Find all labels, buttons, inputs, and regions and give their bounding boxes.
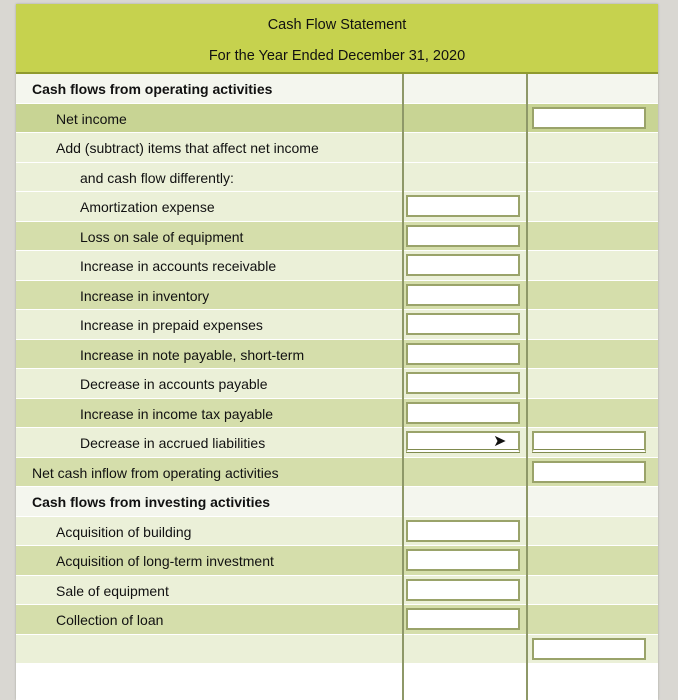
accounts-receivable-input[interactable] xyxy=(406,254,520,276)
collection-loan-input[interactable] xyxy=(406,608,520,630)
row-loss-on-sale xyxy=(16,222,658,252)
row-label: Cash flows from operating activities xyxy=(32,81,273,97)
net-income-total-input[interactable] xyxy=(532,107,646,129)
row-accounts-payable xyxy=(16,369,658,399)
section-header-investing xyxy=(16,487,658,517)
row-net-operating xyxy=(16,458,658,488)
row-label: Cash flows from investing activities xyxy=(32,494,271,510)
statement-title: Cash Flow Statement xyxy=(267,17,407,33)
adjustments-total-input[interactable] xyxy=(532,431,646,453)
row-amortization xyxy=(16,192,658,222)
statement-header xyxy=(16,4,658,74)
row-label: Loss on sale of equipment xyxy=(80,228,244,245)
prepaid-expenses-input[interactable] xyxy=(406,313,520,335)
row-label: Increase in prepaid expenses xyxy=(80,317,263,333)
row-adjustments-intro-cont xyxy=(16,163,658,193)
row-label: and cash flow differently: xyxy=(80,169,234,186)
row-accrued-liabilities xyxy=(16,428,658,458)
row-label: Increase in accounts receivable xyxy=(80,258,277,274)
row-net-income xyxy=(16,104,658,134)
column-divider-2 xyxy=(526,74,528,700)
note-payable-input[interactable] xyxy=(406,343,520,365)
net-operating-cash-input[interactable] xyxy=(532,461,646,483)
row-label: Collection of loan xyxy=(56,612,164,628)
row-label: Increase in note payable, short-term xyxy=(80,346,305,363)
row-prepaid xyxy=(16,310,658,340)
row-adjustments-intro xyxy=(16,133,658,163)
row-label: Increase in income tax payable xyxy=(80,405,273,422)
row-note-payable xyxy=(16,340,658,370)
row-label: Decrease in accounts payable xyxy=(80,376,268,392)
row-acquisition-investment xyxy=(16,546,658,576)
row-label: Net income xyxy=(56,110,127,127)
acquisition-investment-input[interactable] xyxy=(406,549,520,571)
row-sale-equipment xyxy=(16,576,658,606)
row-income-tax-payable xyxy=(16,399,658,429)
inventory-input[interactable] xyxy=(406,284,520,306)
income-tax-payable-input[interactable] xyxy=(406,402,520,424)
statement-rows xyxy=(16,74,658,664)
row-collection-loan xyxy=(16,605,658,635)
row-inventory xyxy=(16,281,658,311)
accounts-payable-input[interactable] xyxy=(406,372,520,394)
row-partial xyxy=(16,635,658,665)
row-accounts-receivable xyxy=(16,251,658,281)
row-label: Decrease in accrued liabilities xyxy=(80,435,266,451)
row-label: Add (subtract) items that affect net income xyxy=(56,140,319,156)
statement-period: For the Year Ended December 31, 2020 xyxy=(208,48,466,64)
loss-on-sale-input[interactable] xyxy=(406,225,520,247)
row-label: Sale of equipment xyxy=(56,582,169,599)
row-label: Increase in inventory xyxy=(80,287,210,304)
section-header-operating xyxy=(16,74,658,104)
acquisition-building-input[interactable] xyxy=(406,520,520,542)
row-label: Acquisition of building xyxy=(56,523,192,540)
mouse-cursor-icon: ➤ xyxy=(493,433,507,450)
row-label: Amortization expense xyxy=(80,199,215,215)
column-divider-1 xyxy=(402,74,404,700)
row-label: Net cash inflow from operating activities xyxy=(32,464,279,481)
cash-flow-worksheet xyxy=(16,4,658,700)
amortization-input[interactable] xyxy=(406,195,520,217)
investing-total-input[interactable] xyxy=(532,638,646,660)
row-label: Acquisition of long-term investment xyxy=(56,553,274,569)
sale-equipment-input[interactable] xyxy=(406,579,520,601)
row-acquisition-building xyxy=(16,517,658,547)
